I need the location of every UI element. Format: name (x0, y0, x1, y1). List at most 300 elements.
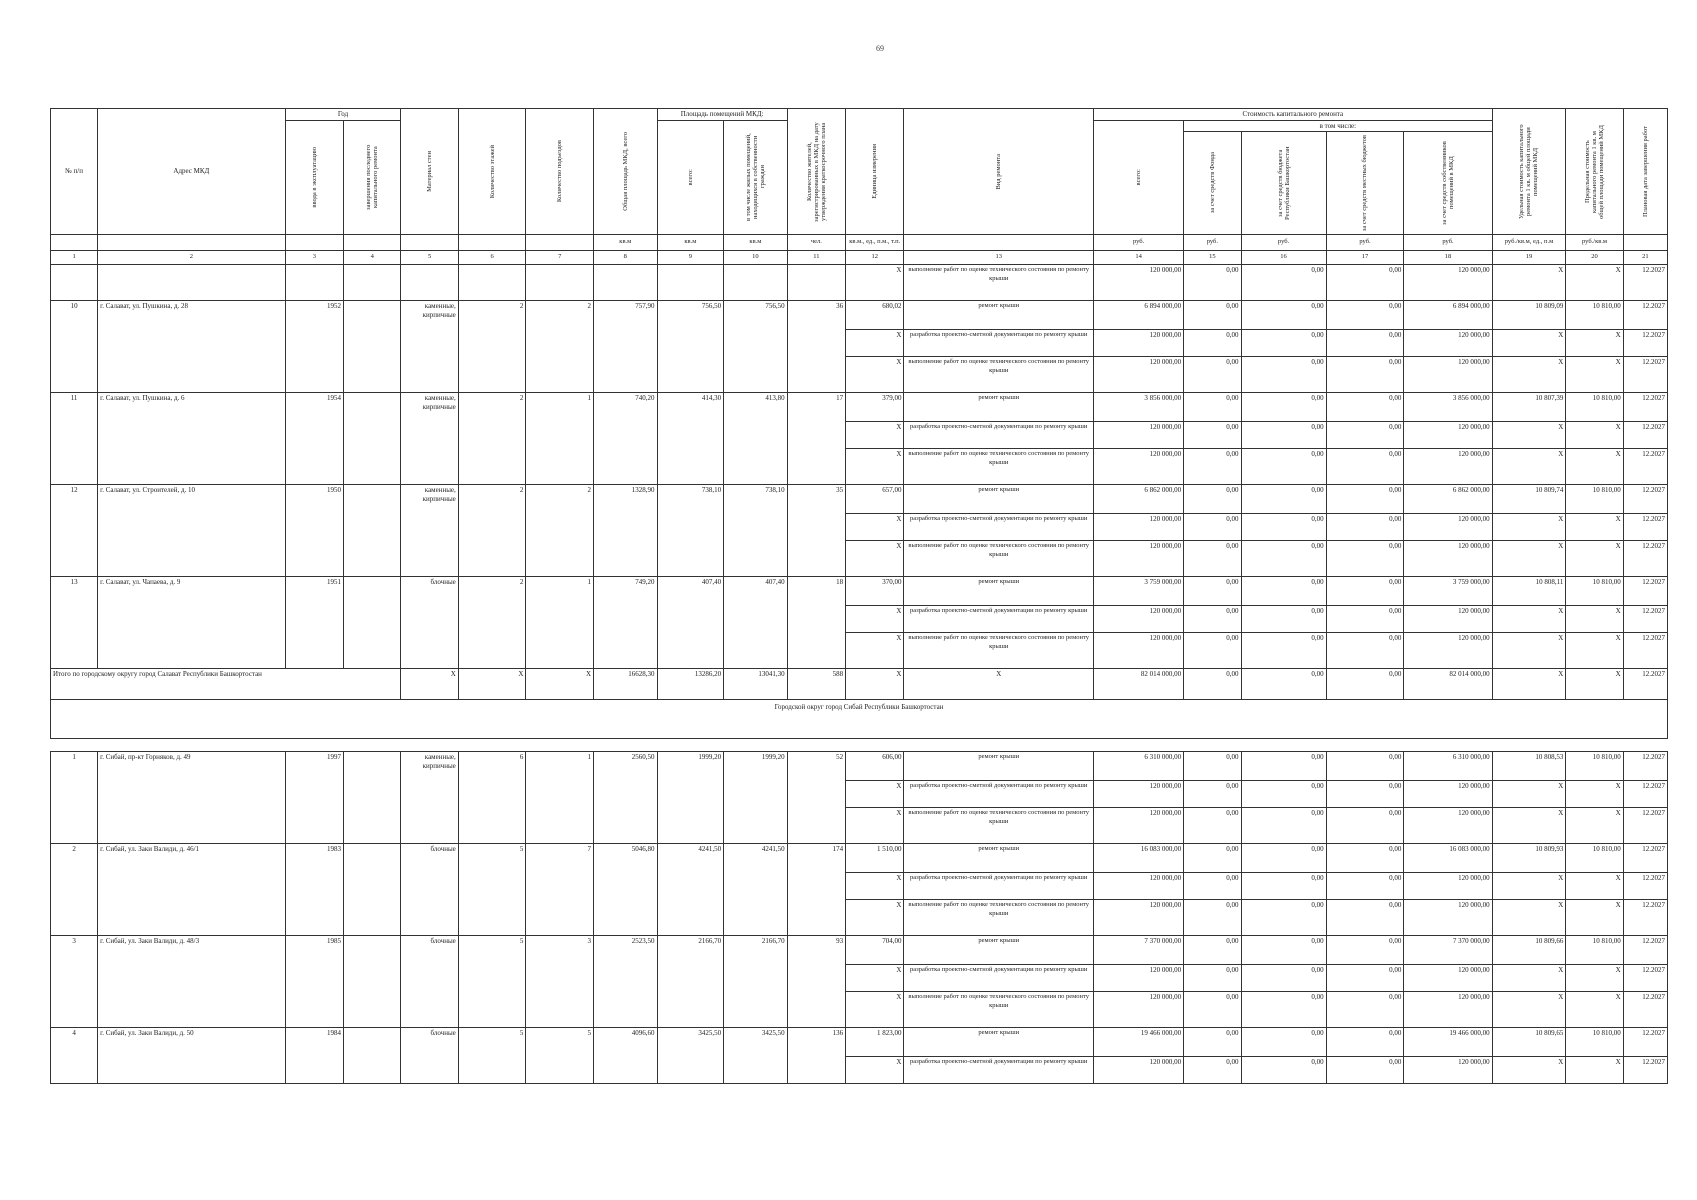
table-cell: 0,00 (1326, 1057, 1404, 1084)
table-cell: X (1492, 606, 1566, 633)
table-cell: 1951 (285, 577, 343, 669)
table-cell: 0,00 (1184, 577, 1241, 606)
table-cell: X (526, 669, 594, 700)
table-cell: каменные, кирпичные (401, 752, 458, 844)
header-cost: Стоимость капитального ремонта (1094, 109, 1493, 121)
table-cell (344, 936, 401, 1028)
table-cell: 0,00 (1241, 752, 1326, 781)
table-cell: 756,50 (657, 301, 724, 393)
table-cell: 0,00 (1184, 669, 1241, 700)
table-cell: 120 000,00 (1094, 422, 1184, 449)
table-cell: 12.2027 (1623, 485, 1667, 514)
table-cell: 120 000,00 (1404, 1057, 1492, 1084)
table-cell (344, 844, 401, 936)
table-cell (285, 265, 343, 301)
table-cell: 13 (51, 577, 98, 669)
table-cell: 10 (724, 251, 788, 265)
table-cell: 120 000,00 (1094, 808, 1184, 844)
table-cell: 749,20 (594, 577, 658, 669)
total-row (51, 669, 1668, 700)
header-residents: Количество жителей, зарегистрированных в МКД на дату утверждения краткосрочного плана (805, 121, 827, 222)
table-cell: ремонт крыши (904, 393, 1094, 422)
table-cell: ремонт крыши (904, 936, 1094, 965)
table-cell: 379,00 (846, 393, 904, 422)
table-cell: 0,00 (1241, 844, 1326, 873)
table-cell: 1952 (285, 301, 343, 393)
table-cell: 0,00 (1326, 844, 1404, 873)
column-numbers-row (51, 251, 1668, 265)
table-cell: 8 (594, 251, 658, 265)
table-cell: 407,40 (657, 577, 724, 669)
table-cell: 120 000,00 (1094, 900, 1184, 936)
table-cell: 120 000,00 (1404, 330, 1492, 357)
table-cell: 4 (344, 251, 401, 265)
table-cell: 4096,60 (594, 1028, 658, 1084)
table-cell (657, 265, 724, 301)
table-cell: 0,00 (1326, 965, 1404, 992)
table-cell: 0,00 (1326, 393, 1404, 422)
table-cell: X (1492, 633, 1566, 669)
table-cell: 17 (1326, 251, 1404, 265)
table-cell: X (1566, 357, 1623, 393)
table-cell: выполнение работ по оценке технического состояния по ремонту крыши (904, 541, 1094, 577)
table-cell: 0,00 (1326, 514, 1404, 541)
table-cell: 7 (526, 844, 594, 936)
table-cell: 82 014 000,00 (1404, 669, 1492, 700)
table-cell: X (1566, 1057, 1623, 1084)
header-floors: Количество этажей (488, 144, 496, 199)
table-cell: 5 (458, 1028, 526, 1084)
table-cell: 120 000,00 (1404, 633, 1492, 669)
table-cell: 120 000,00 (1094, 330, 1184, 357)
table-cell (846, 109, 904, 235)
table-cell: 13286,20 (657, 669, 724, 700)
table-cell: 2 (526, 301, 594, 393)
table-cell: 1997 (285, 752, 343, 844)
table-cell (344, 485, 401, 577)
table-cell: X (1492, 357, 1566, 393)
table-cell: ремонт крыши (904, 485, 1094, 514)
table-cell: 6 862 000,00 (1404, 485, 1492, 514)
table-cell: 0,00 (1184, 965, 1241, 992)
table-cell: 12.2027 (1623, 422, 1667, 449)
table-cell: 588 (787, 669, 845, 700)
table-cell: 12.2027 (1623, 808, 1667, 844)
table-cell: кв.м (724, 235, 788, 251)
table-cell: X (1566, 541, 1623, 577)
table-cell: 0,00 (1326, 577, 1404, 606)
table-cell: 0,00 (1326, 357, 1404, 393)
table-cell: 2 (458, 301, 526, 393)
table-cell: 10 810,00 (1566, 1028, 1623, 1057)
table-cell: 2 (458, 485, 526, 577)
table-cell: 120 000,00 (1404, 992, 1492, 1028)
table-cell: 7 (526, 251, 594, 265)
capital-repair-table (50, 108, 1668, 1084)
table-cell: 9 (657, 251, 724, 265)
table-cell: X (904, 669, 1094, 700)
table-cell: 120 000,00 (1404, 357, 1492, 393)
table-cell: разработка проектно-сметной документации по ремонту крыши (904, 330, 1094, 357)
header-max-cost: Предельная стоимость капитального ремонта 1 кв. м общей площади помещений МКД (1584, 124, 1606, 219)
table-cell: 19 (1492, 251, 1566, 265)
table-cell: 120 000,00 (1404, 808, 1492, 844)
table-cell: X (1492, 992, 1566, 1028)
header-year-repair: завершения последнего капитального ремонта (365, 144, 380, 210)
table-cell (1492, 109, 1566, 235)
header-row-1 (51, 109, 1668, 121)
table-cell: 0,00 (1184, 1028, 1241, 1057)
table-cell: 120 000,00 (1404, 265, 1492, 301)
table-cell: выполнение работ по оценке технического состояния по ремонту крыши (904, 449, 1094, 485)
table-cell: 120 000,00 (1404, 541, 1492, 577)
table-cell: 15 (1184, 251, 1241, 265)
table-cell (285, 120, 343, 235)
table-cell: 0,00 (1326, 330, 1404, 357)
table-cell (344, 393, 401, 485)
table-cell: 0,00 (1241, 541, 1326, 577)
table-cell: X (1492, 541, 1566, 577)
table-row (51, 301, 1668, 330)
table-cell: 0,00 (1241, 606, 1326, 633)
table-cell (98, 235, 286, 251)
table-cell: X (846, 992, 904, 1028)
table-cell: кв.м., ед., п.м., т.п. (846, 235, 904, 251)
table-cell: 12.2027 (1623, 393, 1667, 422)
table-row (51, 577, 1668, 606)
header-area-all: всего: (686, 169, 694, 186)
table-cell: кв.м (594, 235, 658, 251)
table-cell: 1984 (285, 1028, 343, 1084)
table-cell: 0,00 (1326, 936, 1404, 965)
table-cell: 11 (51, 393, 98, 485)
table-cell: 10 809,66 (1492, 936, 1566, 965)
table-cell: 5 (458, 844, 526, 936)
table-cell: чел. (787, 235, 845, 251)
table-cell: выполнение работ по оценке технического состояния по ремонту крыши (904, 900, 1094, 936)
table-cell: выполнение работ по оценке технического состояния по ремонту крыши (904, 992, 1094, 1028)
table-cell: 3 (526, 936, 594, 1028)
table-cell: 0,00 (1241, 357, 1326, 393)
table-cell: 3 759 000,00 (1404, 577, 1492, 606)
table-cell: 12.2027 (1623, 577, 1667, 606)
table-cell: 4241,50 (724, 844, 788, 936)
table-cell (787, 109, 845, 235)
table-cell: 2166,70 (657, 936, 724, 1028)
table-cell: 16628,30 (594, 669, 658, 700)
table-cell: 0,00 (1241, 965, 1326, 992)
units-row (51, 235, 1668, 251)
table-cell: 0,00 (1184, 357, 1241, 393)
table-cell: X (846, 808, 904, 844)
table-cell: 0,00 (1326, 1028, 1404, 1057)
header-address: Адрес МКД (98, 109, 286, 235)
table-cell: 120 000,00 (1094, 265, 1184, 301)
table-cell: 0,00 (1184, 873, 1241, 900)
table-cell: 1 (526, 577, 594, 669)
table-cell: X (1492, 900, 1566, 936)
table-cell: 0,00 (1326, 485, 1404, 514)
table-cell: 2523,50 (594, 936, 658, 1028)
table-cell: 0,00 (1241, 265, 1326, 301)
table-cell: 12.2027 (1623, 900, 1667, 936)
table-cell: 120 000,00 (1094, 449, 1184, 485)
table-cell (51, 265, 98, 301)
table-cell: 0,00 (1184, 808, 1241, 844)
table-cell: 12.2027 (1623, 873, 1667, 900)
table-cell: X (846, 265, 904, 301)
table-cell: X (846, 422, 904, 449)
header-cost-local: за счет средств местных бюджетов (1361, 134, 1369, 232)
table-cell: 6 862 000,00 (1094, 485, 1184, 514)
table-cell: X (1566, 873, 1623, 900)
table-cell: 756,50 (724, 301, 788, 393)
table-cell: 10 810,00 (1566, 393, 1623, 422)
table-cell: г. Салават, ул. Чапаева, д. 9 (98, 577, 286, 669)
table-cell: 10 810,00 (1566, 844, 1623, 873)
table-cell: 5 (526, 1028, 594, 1084)
table-cell: 13 (904, 251, 1094, 265)
table-cell: 19 466 000,00 (1404, 1028, 1492, 1057)
header-year: Год (285, 109, 401, 121)
table-cell: 3 856 000,00 (1404, 393, 1492, 422)
table-cell: 120 000,00 (1094, 541, 1184, 577)
section-title: Городской округ город Сибай Республики Башкортостан (51, 700, 1668, 739)
table-cell: 3 (51, 936, 98, 1028)
table-cell: 120 000,00 (1094, 514, 1184, 541)
table-cell: 0,00 (1184, 633, 1241, 669)
table-cell: г. Сибай, пр-кт Горняков, д. 49 (98, 752, 286, 844)
table-cell (285, 235, 343, 251)
table-cell: 1 (51, 752, 98, 844)
table-cell: 12.2027 (1623, 781, 1667, 808)
table-cell: X (1492, 965, 1566, 992)
table-cell: 12.2027 (1623, 1028, 1667, 1057)
table-cell: 18 (1404, 251, 1492, 265)
table-row (51, 844, 1668, 873)
table-cell (401, 235, 458, 251)
table-cell: X (1566, 330, 1623, 357)
table-cell: 120 000,00 (1094, 606, 1184, 633)
table-cell (51, 739, 1668, 752)
header-num: № п/п (51, 109, 98, 235)
table-cell: 120 000,00 (1404, 965, 1492, 992)
table-cell: 13041,30 (724, 669, 788, 700)
table-cell (344, 577, 401, 669)
table-cell: 10 809,09 (1492, 301, 1566, 330)
table-cell: 0,00 (1326, 873, 1404, 900)
table-cell: ремонт крыши (904, 752, 1094, 781)
table-cell: 12 (51, 485, 98, 577)
table-cell (401, 265, 458, 301)
table-cell: 738,10 (657, 485, 724, 577)
table-cell: 0,00 (1184, 781, 1241, 808)
header-area-owned: в том числе жилых помещений, находящихся в собственности граждан (744, 133, 766, 222)
table-cell: 0,00 (1326, 422, 1404, 449)
table-cell: 370,00 (846, 577, 904, 606)
table-cell: 16 083 000,00 (1094, 844, 1184, 873)
table-cell (724, 265, 788, 301)
table-cell: 0,00 (1241, 330, 1326, 357)
table-cell: 0,00 (1326, 541, 1404, 577)
table-cell: X (1566, 422, 1623, 449)
table-cell: руб. (1094, 235, 1184, 251)
table-cell: г. Салават, ул. Строителей, д. 10 (98, 485, 286, 577)
header-incl: в том числе: (1184, 120, 1492, 132)
table-cell: 16 083 000,00 (1404, 844, 1492, 873)
table-cell: 12.2027 (1623, 514, 1667, 541)
table-cell: кв.м (657, 235, 724, 251)
table-cell: 0,00 (1184, 900, 1241, 936)
table-cell (1623, 109, 1667, 235)
table-cell: 0,00 (1241, 781, 1326, 808)
table-cell: 0,00 (1184, 606, 1241, 633)
table-cell: X (1492, 873, 1566, 900)
table-cell (1184, 132, 1241, 235)
table-cell: 10 810,00 (1566, 577, 1623, 606)
table-cell (344, 301, 401, 393)
table-cell: 0,00 (1326, 606, 1404, 633)
table-cell (344, 265, 401, 301)
table-cell: X (846, 781, 904, 808)
table-cell: 12.2027 (1623, 357, 1667, 393)
table-cell: 12.2027 (1623, 669, 1667, 700)
table-cell: 5 (401, 251, 458, 265)
table-cell: руб./кв.м, ед., п.м (1492, 235, 1566, 251)
table-cell: 120 000,00 (1404, 422, 1492, 449)
table-cell (344, 1028, 401, 1084)
table-cell: 12.2027 (1623, 606, 1667, 633)
table-cell (344, 235, 401, 251)
table-cell (787, 265, 845, 301)
table-cell: 738,10 (724, 485, 788, 577)
table-cell: г. Салават, ул. Пушкина, д. 6 (98, 393, 286, 485)
table-cell (1241, 132, 1326, 235)
table-cell: 0,00 (1326, 301, 1404, 330)
table-cell: 1999,20 (724, 752, 788, 844)
header-planned-date: Плановая дата завершения работ (1641, 125, 1649, 218)
table-cell: X (846, 633, 904, 669)
table-cell: 1 (51, 251, 98, 265)
table-cell: разработка проектно-сметной документации по ремонту крыши (904, 781, 1094, 808)
table-cell (526, 235, 594, 251)
table-cell: 0,00 (1184, 936, 1241, 965)
table-cell (458, 265, 526, 301)
table-cell: X (458, 669, 526, 700)
table-cell: 120 000,00 (1404, 900, 1492, 936)
table-cell (1094, 120, 1184, 235)
table-cell: 0,00 (1326, 669, 1404, 700)
table-cell: 120 000,00 (1094, 357, 1184, 393)
table-cell: X (846, 606, 904, 633)
table-cell: X (1492, 1057, 1566, 1084)
table-cell: 0,00 (1326, 449, 1404, 485)
table-cell (51, 235, 98, 251)
table-cell: 1983 (285, 844, 343, 936)
table-cell: 6 894 000,00 (1094, 301, 1184, 330)
table-cell: 6 (458, 251, 526, 265)
table-cell: 10 809,74 (1492, 485, 1566, 514)
table-cell: блочные (401, 1028, 458, 1084)
table-cell: 0,00 (1241, 1028, 1326, 1057)
table-cell: 1954 (285, 393, 343, 485)
header-cost-republic: за счет средств бюджета Республики Башкортостан (1276, 146, 1291, 220)
table-cell: 0,00 (1241, 992, 1326, 1028)
table-cell: 18 (787, 577, 845, 669)
table-cell: X (1492, 449, 1566, 485)
table-cell: блочные (401, 936, 458, 1028)
table-cell (458, 109, 526, 235)
header-premises: Площадь помещений МКД: (657, 109, 787, 121)
table-cell: 12.2027 (1623, 265, 1667, 301)
table-cell: X (846, 541, 904, 577)
table-cell: X (1566, 606, 1623, 633)
table-cell: 6 310 000,00 (1404, 752, 1492, 781)
table-cell: 3425,50 (724, 1028, 788, 1084)
table-cell: X (1566, 965, 1623, 992)
table-cell: руб. (1184, 235, 1241, 251)
table-cell: ремонт крыши (904, 577, 1094, 606)
table-cell: 120 000,00 (1094, 873, 1184, 900)
table-cell: 0,00 (1184, 541, 1241, 577)
table-row (51, 485, 1668, 514)
table-cell: X (846, 669, 904, 700)
table-cell: 3425,50 (657, 1028, 724, 1084)
table-cell (657, 120, 724, 235)
table-cell: 12.2027 (1623, 965, 1667, 992)
table-cell: 2 (458, 393, 526, 485)
table-cell: 5 (458, 936, 526, 1028)
table-cell: 2166,70 (724, 936, 788, 1028)
table-cell: 0,00 (1241, 936, 1326, 965)
table-cell: выполнение работ по оценке технического состояния по ремонту крыши (904, 357, 1094, 393)
table-cell: X (401, 669, 458, 700)
table-cell: 0,00 (1241, 393, 1326, 422)
table-cell: 93 (787, 936, 845, 1028)
table-cell: разработка проектно-сметной документации по ремонту крыши (904, 514, 1094, 541)
table-cell: выполнение работ по оценке технического состояния по ремонту крыши (904, 808, 1094, 844)
table-cell: 120 000,00 (1404, 449, 1492, 485)
table-cell: 120 000,00 (1404, 514, 1492, 541)
table-cell: 1985 (285, 936, 343, 1028)
table-cell: 4 (51, 1028, 98, 1084)
table-cell (401, 109, 458, 235)
table-cell: руб./кв.м (1566, 235, 1623, 251)
table-cell: руб. (1404, 235, 1492, 251)
table-cell: 6 894 000,00 (1404, 301, 1492, 330)
table-cell: 0,00 (1184, 1057, 1241, 1084)
table-cell: 0,00 (1241, 577, 1326, 606)
table-cell: 12 (846, 251, 904, 265)
table-cell: разработка проектно-сметной документации по ремонту крыши (904, 422, 1094, 449)
table-cell: 2 (458, 577, 526, 669)
header-unit: Единица измерения (871, 144, 879, 199)
table-cell: 1 (526, 393, 594, 485)
table-cell: г. Сибай, ул. Заки Валиди, д. 50 (98, 1028, 286, 1084)
table-cell: 17 (787, 393, 845, 485)
table-cell (458, 235, 526, 251)
table-cell: 120 000,00 (1094, 633, 1184, 669)
table-cell: X (846, 514, 904, 541)
table-cell: 3 856 000,00 (1094, 393, 1184, 422)
table-cell (594, 109, 658, 235)
table-cell: 120 000,00 (1404, 873, 1492, 900)
table-cell: руб. (1241, 235, 1326, 251)
table-cell: 2 (98, 251, 286, 265)
table-cell: 10 809,65 (1492, 1028, 1566, 1057)
header-cost-fund: за счет средств Фонда (1208, 152, 1216, 214)
table-cell: 0,00 (1184, 265, 1241, 301)
